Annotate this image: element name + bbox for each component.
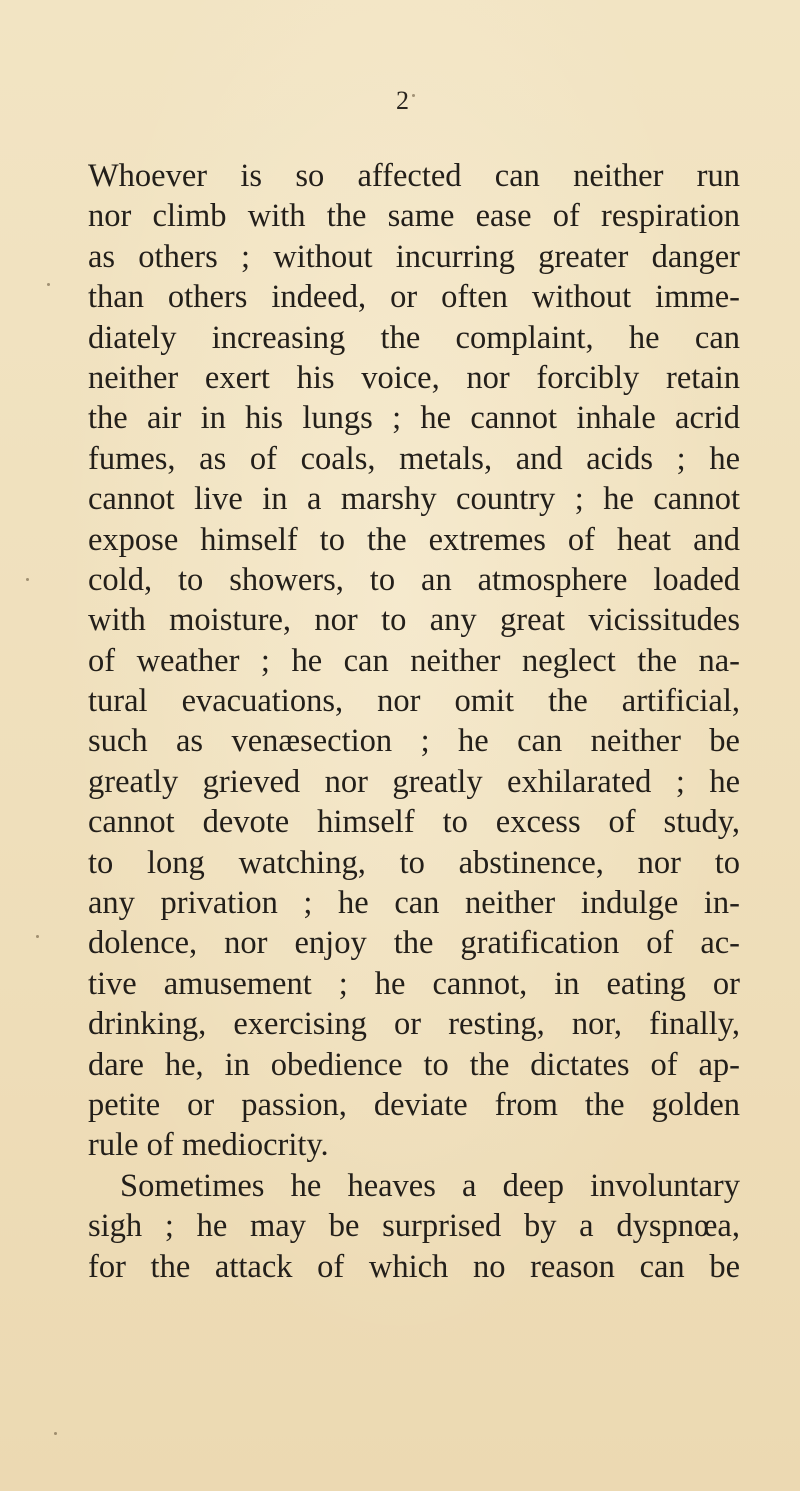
text-line: to long watching, to abstinence, nor to: [88, 844, 740, 881]
text-line: diately increasing the complaint, he can: [88, 319, 740, 356]
text-line: dare he, in obedience to the dictates of ap-: [88, 1046, 740, 1083]
paragraph-end-line: rule of mediocrity.: [88, 1127, 329, 1164]
text-line: nor climb with the same ease of respiration: [88, 198, 740, 235]
text-line: greatly grieved nor greatly exhilarated ; he: [88, 763, 740, 800]
text-line: tive amusement ; he cannot, in eating or: [88, 965, 740, 1002]
body-text: [88, 156, 740, 1287]
text-line: cannot devote himself to excess of study,: [88, 804, 740, 841]
text-line: petite or passion, deviate from the golden: [88, 1086, 740, 1123]
paper-speck: [47, 283, 50, 286]
text-line: tural evacuations, nor omit the artificial,: [88, 683, 740, 720]
paper-speck: [26, 578, 29, 581]
text-line: such as venæsection ; he can neither be: [88, 723, 740, 760]
text-line: cannot live in a marshy country ; he cannot: [88, 481, 740, 518]
paper-speck: [412, 94, 415, 97]
page-number: 2: [396, 86, 409, 115]
text-line: any privation ; he can neither indulge in-: [88, 885, 740, 922]
text-line: for the attack of which no reason can be: [88, 1248, 740, 1285]
text-line: expose himself to the extremes of heat and: [88, 521, 740, 558]
text-line: of weather ; he can neither neglect the na-: [88, 642, 740, 679]
text-line: cold, to showers, to an atmosphere loaded: [88, 561, 740, 598]
text-line: Whoever is so affected can neither run: [88, 158, 740, 194]
paragraph-start-line: Sometimes he heaves a deep involuntary: [120, 1167, 740, 1204]
text-line: the air in his lungs ; he cannot inhale acrid: [88, 400, 740, 437]
text-line: drinking, exercising or resting, nor, finally,: [88, 1006, 740, 1043]
paper-speck: [36, 935, 39, 938]
text-line: than others indeed, or often without imme-: [88, 279, 740, 316]
text-line: neither exert his voice, nor forcibly retain: [88, 359, 740, 396]
text-line: fumes, as of coals, metals, and acids ; he: [88, 440, 740, 477]
text-line: with moisture, nor to any great vicissitudes: [88, 602, 740, 639]
text-line: sigh ; he may be surprised by a dyspnœa,: [88, 1208, 740, 1245]
text-line: as others ; without incurring greater danger: [88, 238, 740, 275]
paper-speck: [54, 1432, 57, 1435]
text-line: dolence, nor enjoy the gratification of ac-: [88, 925, 740, 962]
